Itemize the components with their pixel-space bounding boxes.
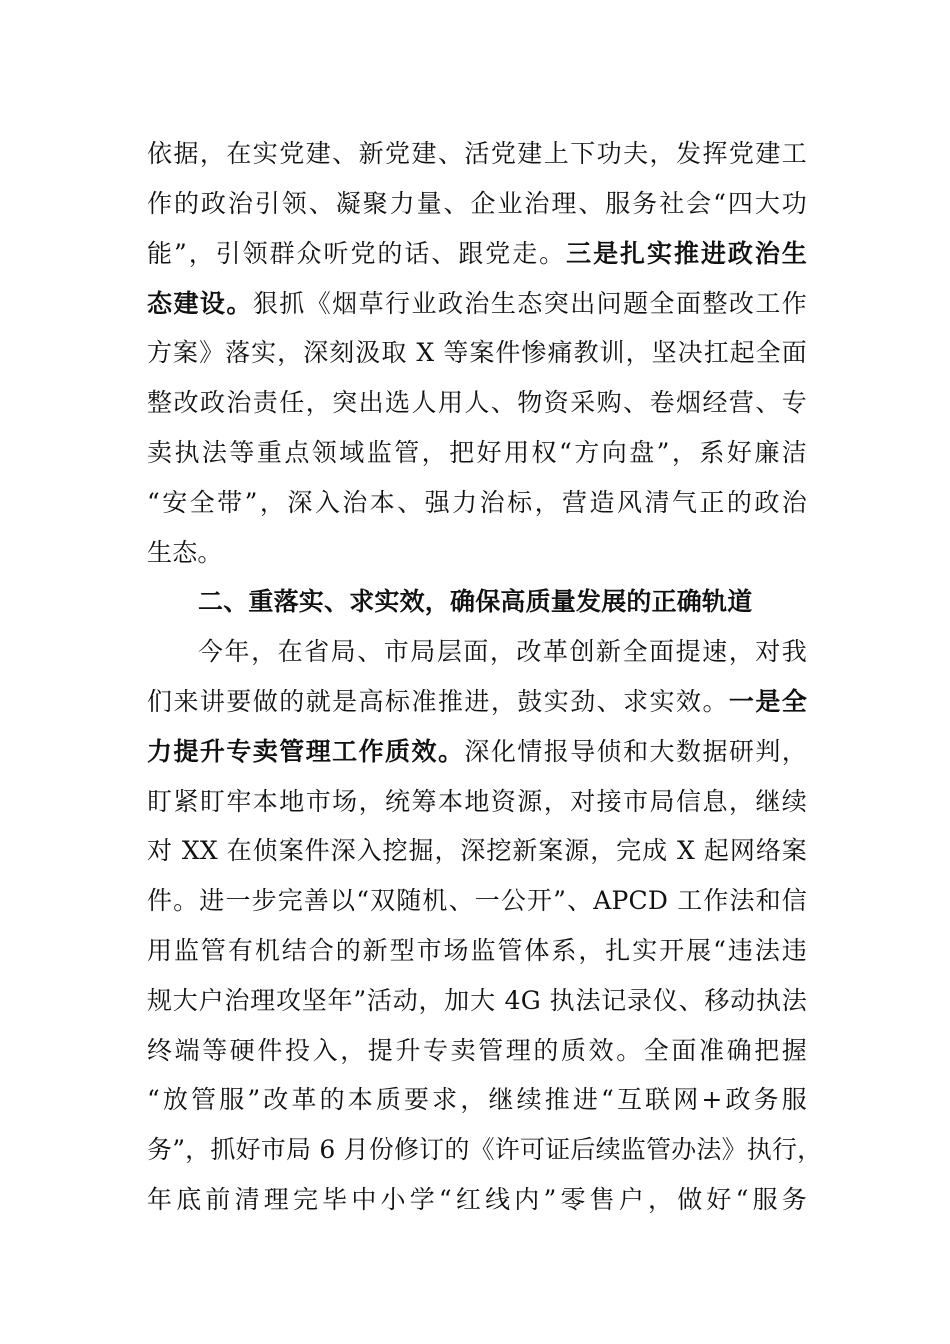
text-line (147, 1133, 823, 1167)
text-line (147, 685, 807, 719)
text-line (147, 934, 807, 968)
text-run: 盯紧盯牢本地市场，统筹本地资源，对接市局信息，继续 (147, 787, 807, 816)
text-run: 终端等硬件投入，提升专卖管理的质效。全面准确把握 (147, 1036, 807, 1065)
bold-text-run: 力提升专卖管理工作质效。 (147, 737, 465, 766)
text-line (147, 237, 807, 271)
text-run: 务”，抓好市局 6 月份修订的《许可证后续监管办法》执行， (147, 1135, 823, 1164)
text-run: 依据，在实党建、新党建、活党建上下功夫，发挥党建工 (147, 139, 807, 168)
bold-text-run: 二、重落实、求实效，确保高质量发展的正确轨道 (198, 587, 753, 616)
text-run: 生态。 (147, 538, 223, 567)
text-run: 方案》落实，深刻汲取 X 等案件惨痛教训，坚决扛起全面 (147, 338, 807, 367)
text-line (147, 486, 807, 520)
text-run: “放管服”改革的本质要求，继续推进“互联网+政务服 (147, 1085, 807, 1114)
text-line (147, 386, 807, 420)
text-line (147, 287, 807, 321)
text-line (147, 785, 807, 819)
text-run: 今年，在省局、市局层面，改革创新全面提速，对我 (198, 637, 807, 666)
bold-text-run: 态建设。 (147, 289, 253, 318)
text-line (147, 1034, 807, 1068)
text-line (147, 436, 807, 470)
text-line (147, 187, 807, 221)
text-line (147, 536, 807, 570)
text-run: 深化情报导侦和大数据研判， (464, 737, 807, 766)
text-line (147, 884, 807, 918)
section-heading (198, 585, 807, 619)
text-line (147, 1083, 807, 1117)
text-line (198, 635, 807, 669)
text-line (147, 137, 807, 171)
text-line (147, 735, 807, 769)
text-run: 用监管有机结合的新型市场监管体系，扎实开展“违法违 (147, 936, 807, 965)
text-run: 能”，引领群众听党的话、跟党走。 (147, 239, 567, 268)
text-run: 规大户治理攻坚年”活动，加大 4G 执法记录仪、移动执法 (147, 986, 807, 1015)
bold-text-run: 一是全 (728, 687, 807, 716)
text-line (147, 834, 807, 868)
text-run: “安全带”，深入治本、强力治标，营造风清气正的政治 (147, 488, 807, 517)
text-run: 件。进一步完善以“双随机、一公开”、APCD 工作法和信 (147, 886, 807, 915)
text-run: 卖执法等重点领域监管，把好用权“方向盘”，系好廉洁 (147, 438, 807, 467)
text-line (147, 336, 807, 370)
bold-text-run: 三是扎实推进政治生 (566, 239, 807, 268)
text-run: 年底前清理完毕中小学“红线内”零售户，做好“服务 (147, 1185, 807, 1214)
text-line (147, 984, 807, 1018)
text-run: 对 XX 在侦案件深入挖掘，深挖新案源，完成 X 起网络案 (147, 836, 807, 865)
text-run: 整改政治责任，突出选人用人、物资采购、卷烟经营、专 (147, 388, 807, 417)
text-run: 们来讲要做的就是高标准推进，鼓实劲、求实效。 (147, 687, 729, 716)
text-line (147, 1183, 807, 1217)
text-run: 狠抓《烟草行业政治生态突出问题全面整改工作 (252, 289, 808, 318)
text-run: 作的政治引领、凝聚力量、企业治理、服务社会“四大功 (147, 189, 807, 218)
